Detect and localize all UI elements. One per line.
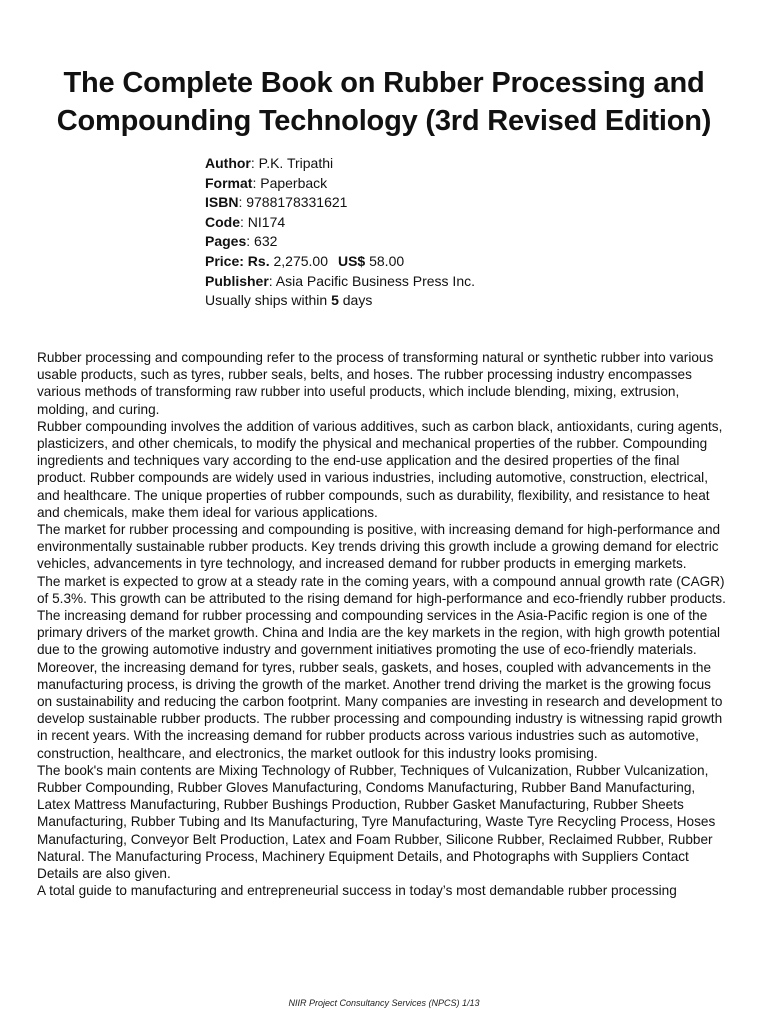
price-usd-label: US$ (337, 252, 366, 269)
author-label: Author (205, 155, 251, 171)
format-label: Format (205, 174, 253, 191)
price-inr-value: 2,275.00 (269, 252, 328, 269)
price-usd-value: 58.00 (365, 252, 405, 269)
publisher-label: Publisher (205, 272, 269, 289)
paragraph-market: The market for rubber processing and compounding is positive, with increasing demand for high-performance and environmentally sustainable rubber products. Key trends driving this growth include a growing demand for electric vehicles, advancements in tyre technology, and increased demand for rubber products in emerging markets. (37, 522, 721, 572)
pages-value: : 632 (246, 233, 278, 250)
publisher-value: : Asia Pacific Business Press Inc. (268, 272, 475, 289)
description-body (37, 349, 727, 900)
shipping-prefix: Usually ships within (205, 292, 332, 309)
isbn-row (205, 193, 725, 213)
page-footer: NIIR Project Consultancy Services (NPCS) 1/13 (288, 998, 480, 1008)
author-value: : P.K. Tripathi (250, 155, 334, 171)
isbn-label: ISBN (205, 194, 239, 211)
price-label: Price: Rs. (205, 252, 270, 269)
code-label: Code (205, 213, 240, 230)
pages-row (205, 232, 725, 252)
publisher-row (205, 272, 725, 292)
code-row (205, 213, 725, 233)
paragraph-growth: The market is expected to grow at a steady rate in the coming years, with a compound annual growth rate (CAGR) of 5.3%. This growth can be attributed to the rising demand for high-performance and eco-friendly rubber products. The increasing demand for rubber processing and compounding services in the Asia-Pacific region is one of the primary drivers of the market growth. China and India are the key markets in the region, with high growth potential due to the growing automotive industry and government initiatives promoting the use of eco-friendly materials. Moreover, the increasing demand for tyres, rubber seals, gaskets, and hoses, coupled with advancements in the manufacturing process, is driving the growth of the market. Another trend driving the market is the growing focus on sustainability and reducing the carbon footprint. Many companies are investing in research and development to develop sustainable rubber products. The rubber processing and compounding industry is witnessing rapid growth in recent years. With the increasing demand for rubber products across various industries such as automotive, construction, healthcare, and electronics, the market outlook for this industry looks promising. (37, 573, 726, 761)
paragraph-intro: Rubber processing and compounding refer to the process of transforming natural or synthetic rubber into various usable products, such as tyres, rubber seals, belts, and hoses. The rubber processing industry encompasses various methods of transforming raw rubber into useful products, which include blending, mixing, extrusion, molding, and curing. (37, 350, 714, 417)
price-row (205, 252, 725, 272)
pages-label: Pages (205, 233, 247, 250)
paragraph-contents: The book's main contents are Mixing Technology of Rubber, Techniques of Vulcanization, Rubber Vulcanization, Rubber Compounding, Rubber Gloves Manufacturing, Condoms Manufacturing, Rubber Band Manufacturing, Latex Mattress Manufacturing, Rubber Bushings Production, Rubber Gasket Manufacturing, Rubber Sheets Manufacturing, Rubber Tubing and Its Manufacturing, Tyre Manufacturing, Waste Tyre Recycling Process, Hoses Manufacturing, Conveyor Belt Production, Latex and Foam Rubber, Silicone Rubber, Reclaimed Rubber, Rubber Natural. The Manufacturing Process, Machinery Equipment Details, and Photographs with Suppliers Contact Details are also given. (37, 762, 716, 882)
document-title: The Complete Book on Rubber Processing and Compounding Technology (3rd Revised Edition) (56, 67, 712, 137)
book-details (205, 154, 725, 311)
shipping-days: 5 (331, 292, 339, 309)
code-value: : NI174 (240, 213, 286, 230)
isbn-value: : 9788178331621 (238, 194, 348, 211)
author-row (205, 154, 725, 174)
shipping-suffix: days (338, 292, 373, 309)
format-row (205, 174, 725, 194)
paragraph-guide: A total guide to manufacturing and entrepreneurial success in today’s most demandable rubber processing (37, 883, 677, 899)
paragraph-compounding: Rubber compounding involves the addition of various additives, such as carbon black, antioxidants, curing agents, plasticizers, and other chemicals, to modify the physical and mechanical properties of the rubber. Compounding ingredients and techniques vary according to the end-use application and the desired properties of the final product. Rubber compounds are widely used in various industries, including automotive, construction, electrical, and healthcare. The unique properties of rubber compounds, such as durability, flexibility, and resistance to heat and chemicals, make them ideal for various applications. (37, 418, 723, 520)
shipping-row (205, 291, 725, 311)
format-value: : Paperback (252, 174, 328, 191)
